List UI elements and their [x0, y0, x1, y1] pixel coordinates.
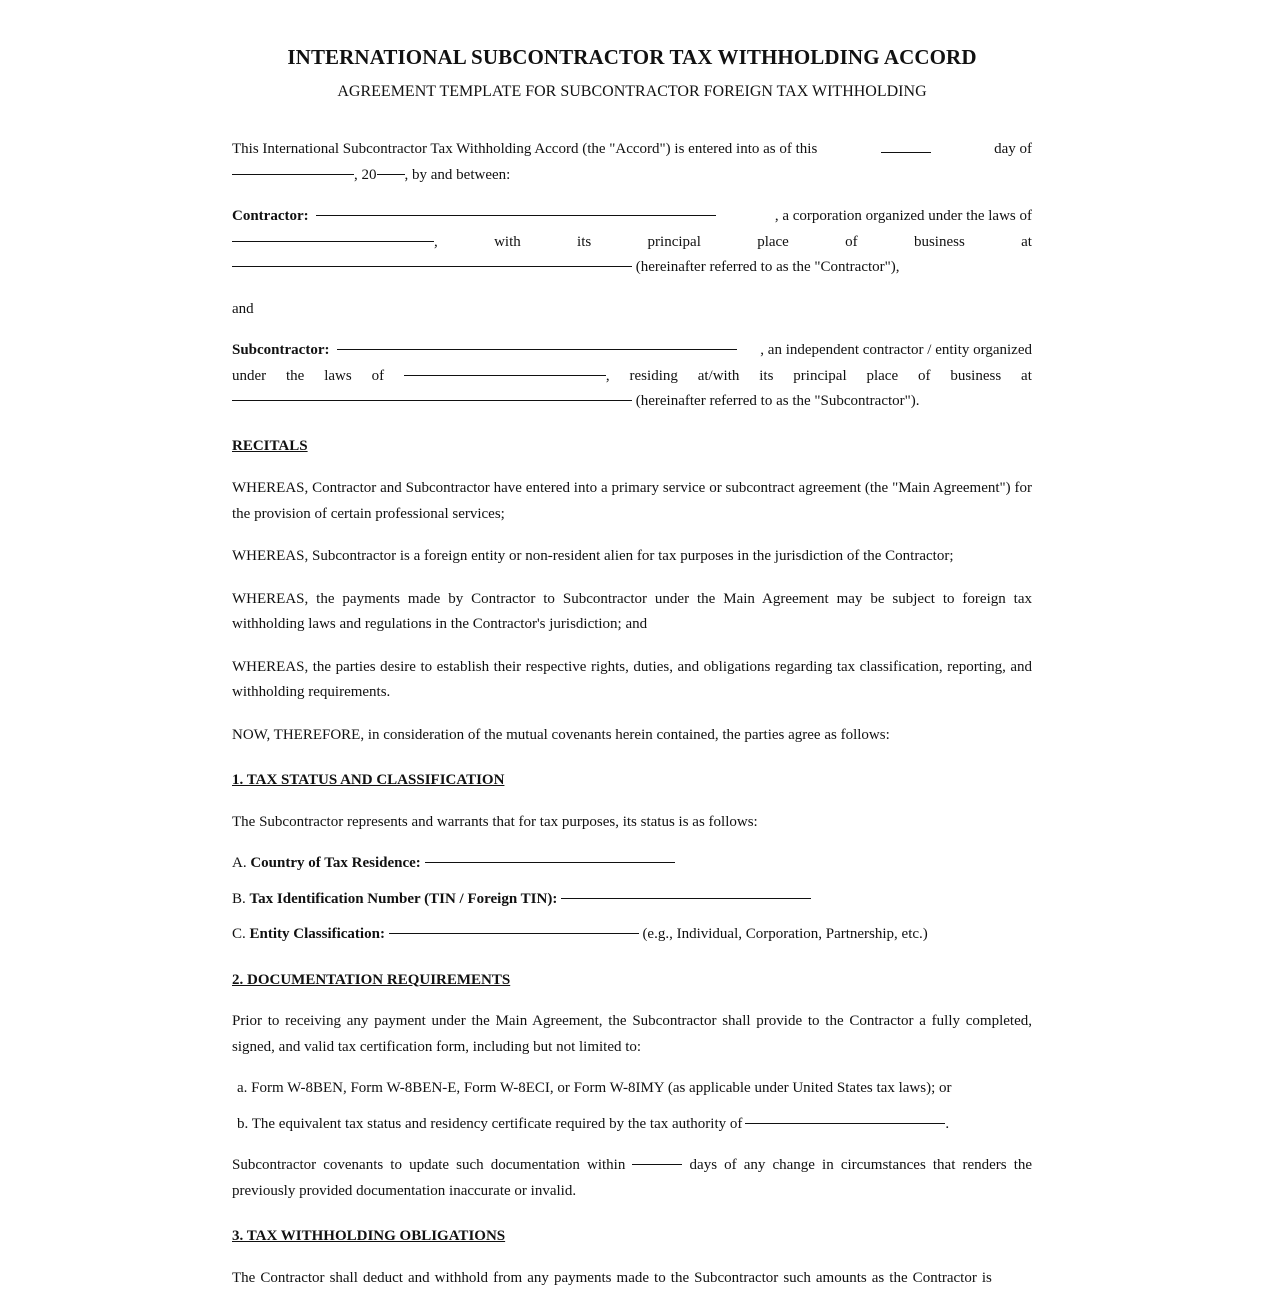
subcontractor-word: its [759, 367, 774, 384]
contractor-line-2 [232, 230, 1032, 256]
contractor-word: place [757, 233, 789, 250]
subcontractor-word: residing [629, 367, 678, 384]
intro-text-day-of: day of [994, 141, 1032, 157]
recital-paragraph: WHEREAS, Subcontractor is a foreign entity or non-resident alien for tax purposes in the jurisdiction of the Contractor; [232, 548, 954, 564]
subcontractor-word: of [371, 367, 385, 384]
subcontractor-jurisdiction-blank[interactable] [404, 375, 606, 376]
intro-text: This International Subcontractor Tax Withholding Accord (the "Accord") is entered into as of this [232, 141, 818, 157]
subcontractor-name-blank[interactable] [337, 349, 737, 350]
section-1-intro: The Subcontractor represents and warrants that for tax purposes, its status is as follows: [232, 813, 758, 830]
contractor-word: its [577, 233, 592, 250]
entity-classification-field [232, 922, 1032, 948]
subcontractor-word: , [605, 367, 610, 384]
tax-residence-field [232, 851, 1032, 877]
subcontractor-block [232, 338, 1032, 415]
update-days-blank[interactable] [632, 1164, 682, 1165]
update-covenant-paragraph [232, 1153, 1032, 1204]
recital-paragraph: WHEREAS, Contractor and Subcontractor have entered into a primary service or subcontract agreement (the "Main Agreement") for the provision of certain professional services; [232, 480, 1032, 522]
item-prefix: C. [232, 926, 246, 942]
contractor-word: business [913, 233, 965, 250]
entity-classification-label: Entity Classification: [249, 926, 385, 942]
form-item-b [232, 1112, 1032, 1138]
covenant-text-2: days of any change in circumstances that renders the previously provided documentation inaccurate or invalid. [232, 1157, 1033, 1199]
subcontractor-hereinafter: (hereinafter referred to as the "Subcontractor"). [635, 393, 920, 409]
item-prefix: B. [232, 890, 246, 907]
entity-classification-note: (e.g., Individual, Corporation, Partnership, etc.) [642, 926, 928, 942]
tin-label: Tax Identification Number (TIN / Foreign TIN): [249, 890, 558, 907]
covenant-text-1: Subcontractor covenants to update such documentation within [232, 1157, 626, 1173]
intro-text-year: , 20 [354, 166, 377, 183]
intro-text-between: , by and between: [404, 166, 511, 183]
subcontractor-line-2 [232, 364, 1032, 390]
entity-classification-blank[interactable] [389, 933, 639, 934]
subcontractor-address-blank[interactable] [232, 400, 632, 401]
section-1-heading: 1. TAX STATUS AND CLASSIFICATION [232, 772, 505, 788]
item-prefix: A. [232, 855, 247, 871]
contractor-address-blank[interactable] [232, 266, 632, 267]
tax-residence-blank[interactable] [425, 862, 675, 863]
subcontractor-word: at/with [697, 367, 740, 384]
recital-paragraph: WHEREAS, the payments made by Contractor to Subcontractor under the Main Agreement may be subject to foreign tax withholding laws and regulations in the Contractor's jurisdiction; and [232, 590, 1032, 632]
document-subtitle: AGREEMENT TEMPLATE FOR SUBCONTRACTOR FOREIGN TAX WITHHOLDING [337, 83, 927, 100]
section-3-paragraph [232, 1266, 1032, 1292]
section-2-intro: Prior to receiving any payment under the Main Agreement, the Subcontractor shall provide to the Contractor a fully completed, signed, and valid tax certification form, including but not limited to: [232, 1013, 1032, 1055]
section-3-heading: 3. TAX WITHHOLDING OBLIGATIONS [232, 1228, 506, 1244]
tin-field [232, 887, 1032, 913]
year-blank[interactable] [377, 174, 405, 175]
subcontractor-word: laws [324, 367, 352, 384]
tax-residence-label: Country of Tax Residence: [250, 855, 421, 871]
contractor-word: principal [647, 233, 701, 250]
contractor-text: , a corporation organized under the laws of [774, 208, 1032, 224]
document-body [232, 44, 1032, 1291]
subcontractor-text: , an independent contractor / entity organized [760, 342, 1032, 358]
contractor-word: at [1021, 233, 1032, 250]
form-item-b-text: b. The equivalent tax status and residency certificate required by the tax authority of [237, 1115, 743, 1132]
subcontractor-word: at [1021, 367, 1032, 384]
subcontractor-label: Subcontractor: [232, 342, 330, 358]
form-item-b-end: . [945, 1115, 950, 1132]
intro-paragraph [232, 137, 1032, 188]
contractor-word: , [434, 233, 438, 250]
section-3-line [232, 1266, 1032, 1292]
subcontractor-word: business [950, 367, 1002, 384]
subcontractor-word: place [866, 367, 899, 384]
contractor-block [232, 204, 1032, 281]
contractor-hereinafter: (hereinafter referred to as the "Contractor"), [635, 259, 900, 275]
subcontractor-word: the [286, 367, 305, 384]
contractor-jurisdiction-blank[interactable] [232, 241, 434, 242]
contractor-word: with [494, 233, 521, 250]
recitals-heading: RECITALS [232, 437, 308, 454]
contractor-word: of [845, 233, 858, 250]
tin-blank[interactable] [561, 898, 811, 899]
tax-authority-blank[interactable] [745, 1123, 945, 1124]
subcontractor-word: under [232, 367, 267, 384]
month-blank[interactable] [232, 174, 354, 175]
and-word: and [232, 300, 254, 317]
now-therefore-paragraph: NOW, THEREFORE, in consideration of the mutual covenants herein contained, the parties agree as follows: [232, 726, 890, 743]
document-title: INTERNATIONAL SUBCONTRACTOR TAX WITHHOLDING ACCORD [287, 45, 977, 69]
day-blank[interactable] [881, 152, 931, 153]
subcontractor-word: of [917, 367, 931, 384]
recital-paragraph: WHEREAS, the parties desire to establish their respective rights, duties, and obligations regarding tax classification, reporting, and withholding requirements. [232, 658, 1032, 700]
subcontractor-word: principal [793, 367, 847, 384]
section-2-heading: 2. DOCUMENTATION REQUIREMENTS [232, 971, 511, 988]
contractor-name-blank[interactable] [316, 215, 716, 216]
form-item-a: a. Form W-8BEN, Form W-8BEN-E, Form W-8ECI, or Form W-8IMY (as applicable under United States tax laws); or [237, 1080, 952, 1096]
contractor-label: Contractor: [232, 208, 309, 224]
section-3-text: The Contractor shall deduct and withhold from any payments made to the Subcontractor such amounts as the Contractor is [232, 1269, 992, 1286]
